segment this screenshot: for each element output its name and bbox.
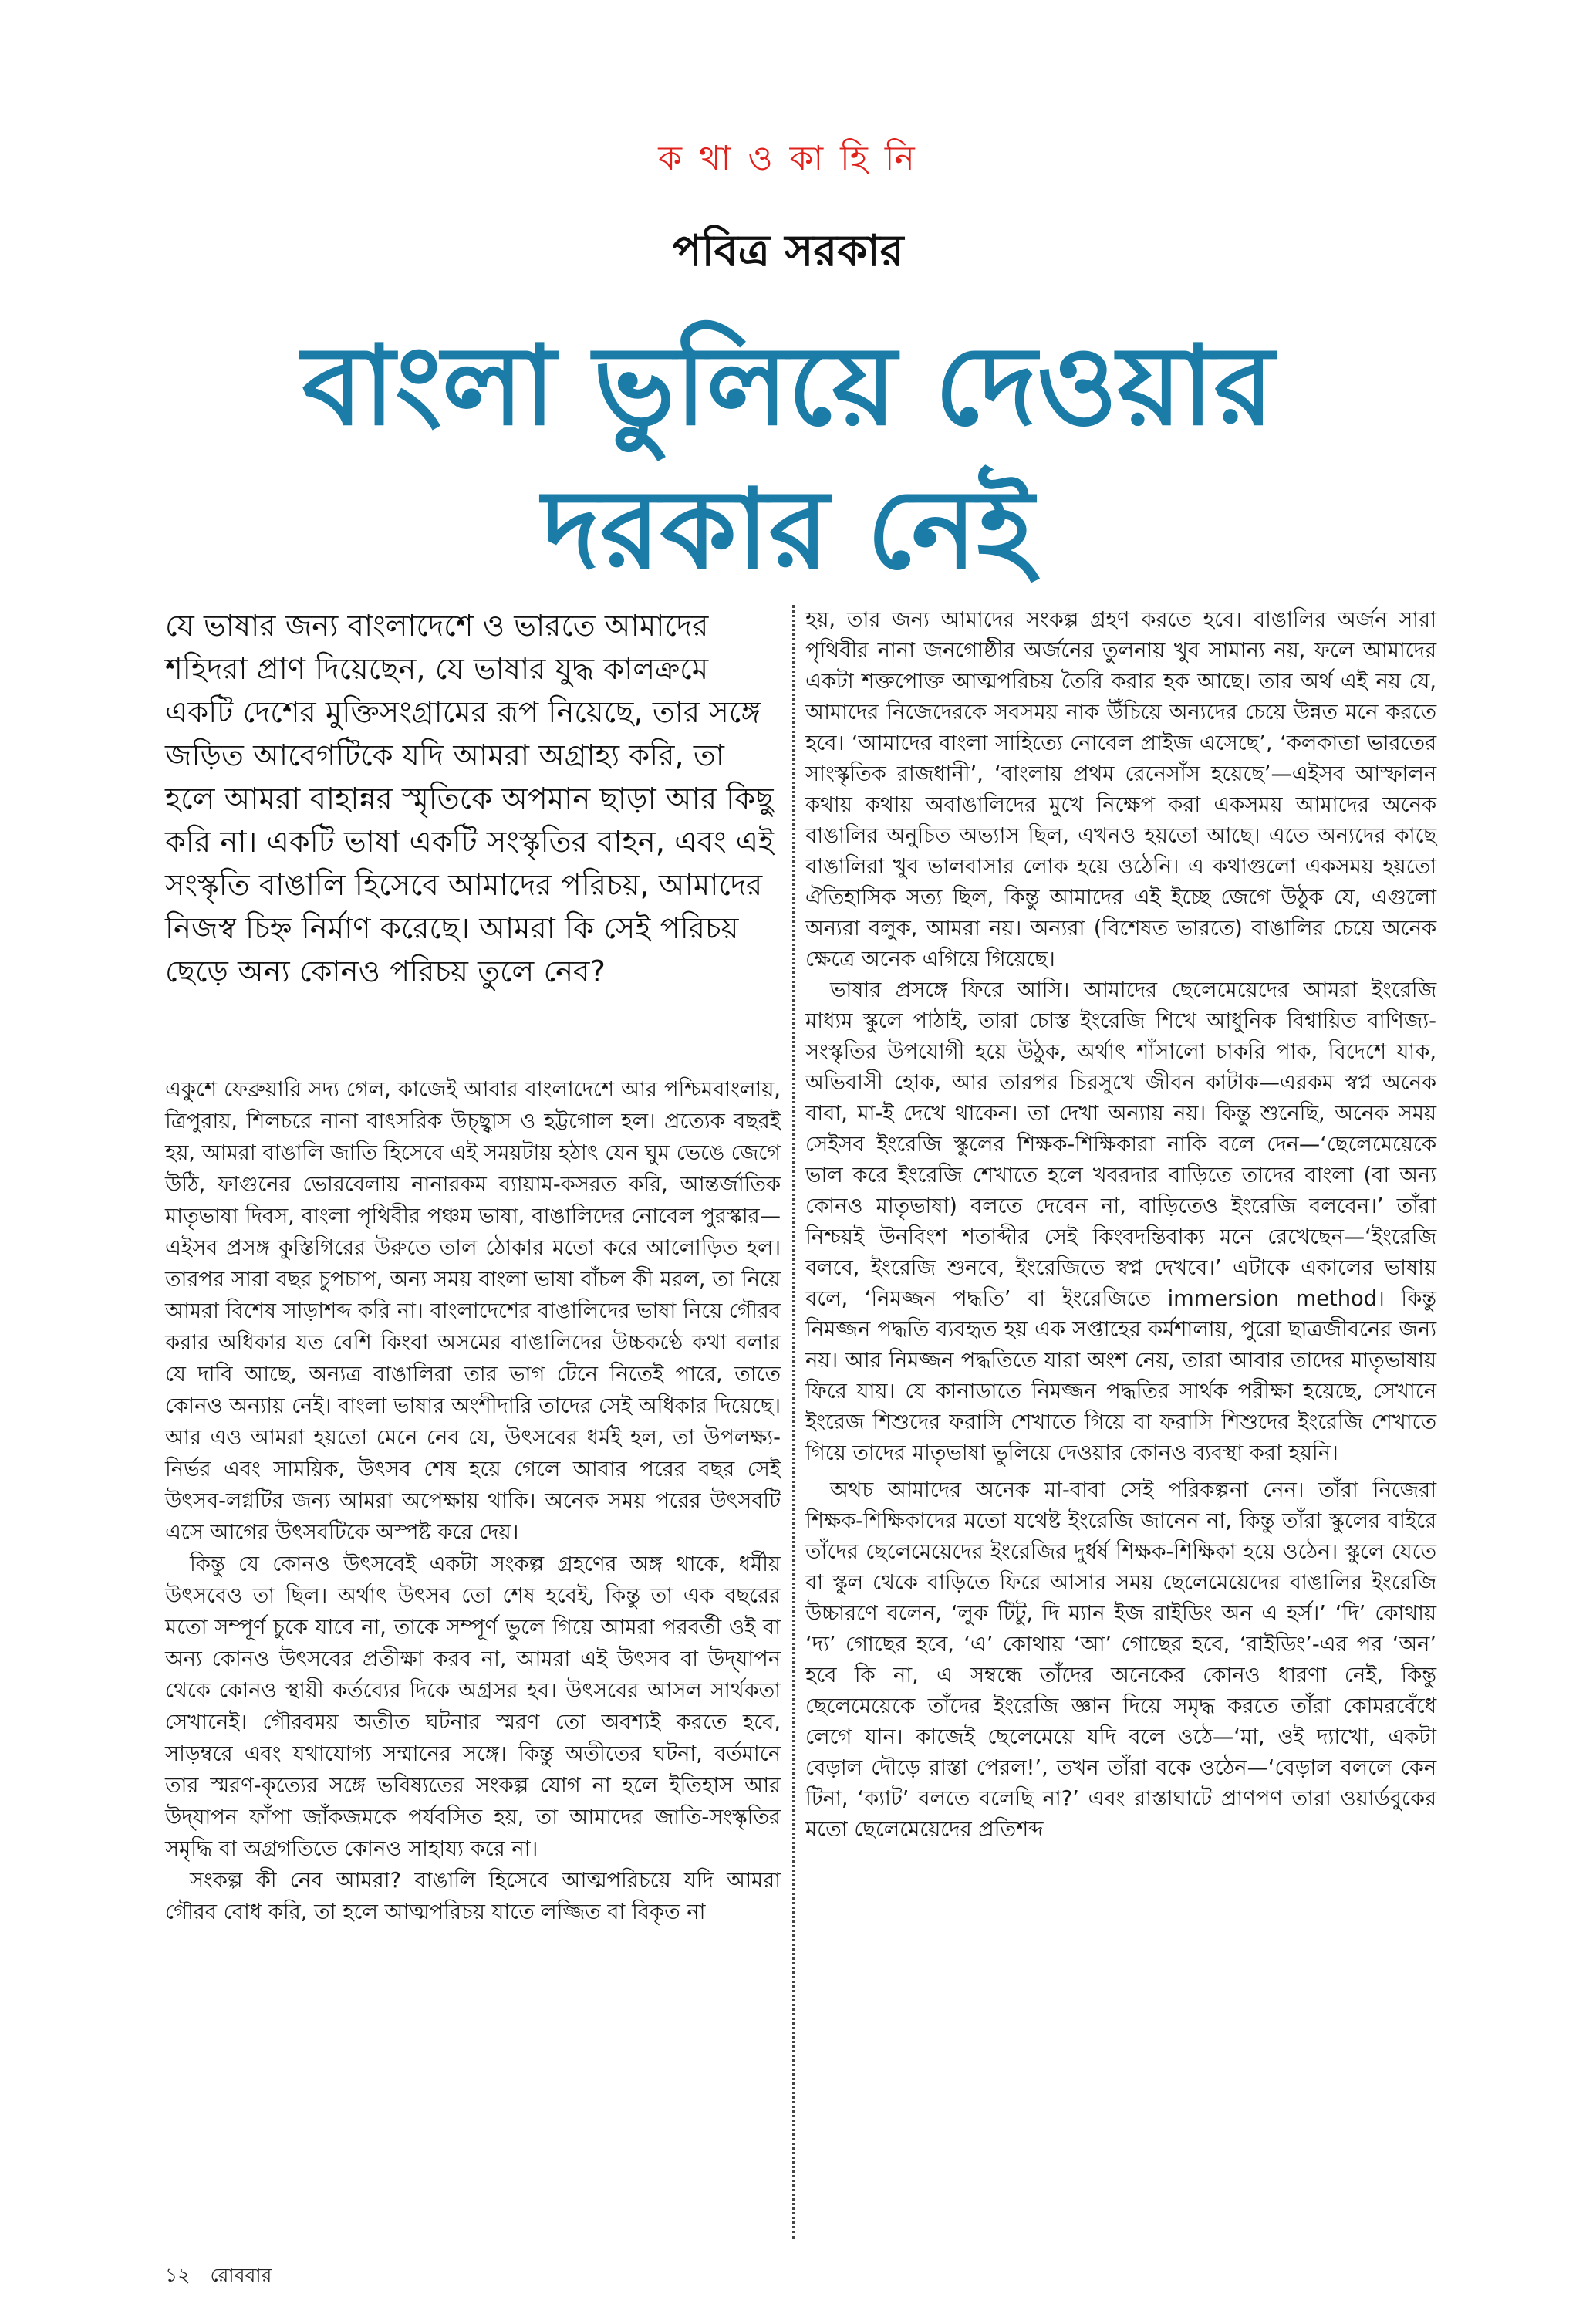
page-footer [165,2260,272,2293]
left-column [165,605,781,2239]
publication-name: রোববার [210,2264,272,2286]
headline [0,315,1576,602]
page-number: ১২ [165,2264,191,2286]
body-paragraph: অথচ আমাদের অনেক মা-বাবা সেই পরিকল্পনা নেন। তাঁরা নিজেরা শিক্ষক-শিক্ষিকাদের মতো যথেষ্ট ইংরেজি জানেন না, কিন্তু তাঁরা স্কুলের বাইরে তাঁদের ছেলেমেয়েদের ইংরেজির দুর্ধর্ষ শিক্ষক-শিক্ষিকা হয়ে ওঠেন। স্কুলে যেতে বা স্কুল থেকে বাড়িতে ফিরে আসার সময় ছেলেমেয়েদের বাঙালির ইংরেজি উচ্চারণে বলেন, ‘লুক টিটু, দি ম্যান ইজ রাইডিং অন এ হর্স।’ ‘দি’ কোথায় ‘দ্য’ গোছের হবে, ‘এ’ কোথায় ‘আ’ গোছের হবে, ‘রাইডিং’-এর পর ‘অন’ হবে কি না, এ সম্বন্ধে তাঁদের অনেকের কোনও ধারণা নেই, কিন্তু ছেলেমেয়েকে তাঁদের ইংরেজি জ্ঞান দিয়ে সমৃদ্ধ করতে তাঁরা কোমরবেঁধে লেগে যান। কাজেই ছেলেমেয়ে যদি বলে ওঠে—‘মা, ওই দ্যাখো, একটা বেড়াল দৌড়ে রাস্তা পেরল!’, তখন তাঁরা বকে ওঠেন—‘বেড়াল বললে কেন টিনা, ‘ক্যাট’ বলতে বলেছি না?’ এবং রাস্তাঘাটে প্রাণপণ তারা ওয়ার্ডবুকের মতো ছেলেমেয়েদের প্রতিশব্দ [805,1478,1436,1842]
headline-line-2: দরকার নেই [542,466,1034,593]
right-column [805,605,1436,2239]
standfirst: যে ভাষার জন্য বাংলাদেশে ও ভারতে আমাদের শহিদরা প্রাণ দিয়েছেন, যে ভাষার যুদ্ধ কালক্রমে একটি দেশের মুক্তিসংগ্রামের রূপ নিয়েছে, তার সঙ্গে জড়িত আবেগটিকে যদি আমরা অগ্রাহ্য করি, তা হলে আমরা বাহান্নর স্মৃতিকে অপমান ছাড়া আর কিছু করি না। একটি ভাষা একটি সংস্কৃতির বাহন, এবং এই সংস্কৃতি বাঙালি হিসেবে আমাদের পরিচয়, আমাদের নিজস্ব চিহ্ন নির্মাণ করেছে। আমরা কি সেই পরিচয় ছেড়ে অন্য কোনও পরিচয় তুলে নেব? [165,609,775,989]
author-name: পবিত্র সরকার [672,226,904,276]
body-paragraph: একুশে ফেব্রুয়ারি সদ্য গেল, কাজেই আবার বাংলাদেশে আর পশ্চিমবাংলায়, ত্রিপুরায়, শিলচরে নানা বাৎসরিক উচ্ছ্বাস ও হট্টগোল হল। প্রত্যেক বছরই হয়, আমরা বাঙালি জাতি হিসেবে এই সময়টায় হঠাৎ যেন ঘুম ভেঙে জেগে উঠি, ফাগুনের ভোরবেলায় নানারকম ব্যায়াম-কসরত করি, আন্তর্জাতিক মাতৃভাষা দিবস, বাংলা পৃথিবীর পঞ্চম ভাষা, বাঙালিদের নোবেল পুরস্কার—এইসব প্রসঙ্গ কুস্তিগিরের উরুতে তাল ঠোকার মতো করে আলোড়িত হল। তারপর সারা বছর চুপচাপ, অন্য সময় বাংলা ভাষা বাঁচল কী মরল, তা নিয়ে আমরা বিশেষ সাড়াশব্দ করি না। বাংলাদেশের বাঙালিদের ভাষা নিয়ে গৌরব করার অধিকার যত বেশি কিংবা অসমের বাঙালিদের উচ্চকণ্ঠে কথা বলার যে দাবি আছে, অন্যত্র বাঙালিরা তার ভাগ টেনে নিতেই পারে, তাতে কোনও অন্যায় নেই। বাংলা ভাষার অংশীদারি তাদের সেই অধিকার দিয়েছে। আর এও আমরা হয়তো মেনে নেব যে, উৎসবের ধর্মই হল, তা উপলক্ষ্য-নির্ভর এবং সাময়িক, উৎসব শেষ হয়ে গেলে আবার পরের বছর সেই উৎসব-লগ্নটির জন্য আমরা অপেক্ষায় থাকি। অনেক সময় পরের উৎসবটি এসে আগের উৎসবটিকে অস্পষ্ট করে দেয়। [165,1078,781,1545]
body-paragraph: ভাষার প্রসঙ্গে ফিরে আসি। আমাদের ছেলেমেয়েদের আমরা ইংরেজি মাধ্যম স্কুলে পাঠাই, তারা চোস্ত ইংরেজি শিখে আধুনিক বিশ্বায়িত বাণিজ্য-সংস্কৃতির উপযোগী হয়ে উঠুক, অর্থাৎ শাঁসালো চাকরি পাক, বিদেশে যাক, অভিবাসী হোক, আর তারপর চিরসুখে জীবন কাটাক—এরকম স্বপ্ন অনেক বাবা, মা-ই দেখে থাকেন। তা দেখা অন্যায় নয়। কিন্তু শুনেছি, অনেক সময় সেইসব ইংরেজি স্কুলের শিক্ষক-শিক্ষিকারা নাকি বলে দেন—‘ছেলেমেয়েকে ভাল করে ইংরেজি শেখাতে হলে খবরদার বাড়িতে তাদের বাংলা (বা অন্য কোনও মাতৃভাষা) বলতে দেবেন না, বাড়িতেও ইংরেজি বলবেন।’ তাঁরা নিশ্চয়ই উনবিংশ শতাব্দীর সেই কিংবদন্তিবাক্য মনে রেখেছেন—‘ইংরেজি বলবে, ইংরেজি শুনবে, ইংরেজিতে স্বপ্ন দেখবে।’ এটাকে একালের ভাষায় বলে, ‘নিমজ্জন পদ্ধতি’ বা ইংরেজিতে immersion method। কিন্তু নিমজ্জন পদ্ধতি ব্যবহৃত হয় এক সপ্তাহের কর্মশালায়, পুরো ছাত্রজীবনের জন্য নয়। আর নিমজ্জন পদ্ধতিতে যারা অংশ নেয়, তারা আবার তাদের মাতৃভাষায় ফিরে যায়। যে কানাডাতে নিমজ্জন পদ্ধতির সার্থক পরীক্ষা হয়েছে, সেখানে ইংরেজ শিশুদের ফরাসি শেখাতে গিয়ে বা ফরাসি শিশুদের ইংরেজি শেখাতে গিয়ে তাদের মাতৃভাষা ভুলিয়ে দেওয়ার কোনও ব্যবস্থা করা হয়নি। [805,978,1436,1465]
section-label: ক থা ও কা হি নি [658,139,918,178]
left-body [165,1074,781,1928]
body-paragraph: কিন্তু যে কোনও উৎসবেই একটা সংকল্প গ্রহণের অঙ্গ থাকে, ধর্মীয় উৎসবেও তা ছিল। অর্থাৎ উৎসব তো শেষ হবেই, কিন্তু তা এক বছরের মতো সম্পূর্ণ চুকে যাবে না, তাকে সম্পূর্ণ ভুলে গিয়ে আমরা পরবর্তী ওই বা অন্য কোনও উৎসবের প্রতীক্ষা করব না, আমরা এই উৎসব বা উদ্‌যাপন থেকে কোনও স্থায়ী কর্তব্যের দিকে অগ্রসর হব। উৎসবের আসল সার্থকতা সেখানেই। গৌরবময় অতীত ঘটনার স্মরণ তো অবশ্যই করতে হবে, সাড়ম্বরে এবং যথাযোগ্য সম্মানের সঙ্গে। কিন্তু অতীতের ঘটনা, বর্তমানে তার স্মরণ-কৃত্যের সঙ্গে ভবিষ্যতের সংকল্প যোগ না হলে ইতিহাস আর উদ্‌যাপন ফাঁপা জাঁকজমকে পর্যবসিত হয়, তা আমাদের জাতি-সংস্কৃতির সমৃদ্ধি বা অগ্রগতিতে কোনও সাহায্য করে না। [165,1552,781,1861]
column-divider [792,605,795,2239]
body-paragraph: হয়, তার জন্য আমাদের সংকল্প গ্রহণ করতে হবে। বাঙালির অর্জন সারা পৃথিবীর নানা জনগোষ্ঠীর অর্জনের তুলনায় খুব সামান্য নয়, ফলে আমাদের একটা শক্তপোক্ত আত্মপরিচয় তৈরি করার হক আছে। তার অর্থ এই নয় যে, আমাদের নিজেদেরকে সবসময় নাক উঁচিয়ে অন্যদের চেয়ে উন্নত মনে করতে হবে। ‘আমাদের বাংলা সাহিত্যে নোবেল প্রাইজ এসেছে’, ‘কলকাতা ভারতের সাংস্কৃতিক রাজধানী’, ‘বাংলায় প্রথম রেনেসাঁস হয়েছে’—এইসব আস্ফালন কথায় কথায় অবাঙালিদের মুখে নিক্ষেপ করা একসময় আমাদের অনেক বাঙালির অনুচিত অভ্যাস ছিল, এখনও হয়তো আছে। এতে অন্যদের কাছে বাঙালিরা খুব ভালবাসার লোক হয়ে ওঠেনি। এ কথাগুলো একসময় হয়তো ঐতিহাসিক সত্য ছিল, কিন্তু আমাদের এই ইচ্ছে জেগে উঠুক যে, এগুলো অন্যরা বলুক, আমরা নয়। অন্যরা (বিশেষত ভারতে) বাঙালির চেয়ে অনেক ক্ষেত্রে অনেক এগিয়ে গিয়েছে। [805,608,1436,971]
body-paragraph: সংকল্প কী নেব আমরা? বাঙালি হিসেবে আত্মপরিচয়ে যদি আমরা গৌরব বোধ করি, তা হলে আত্মপরিচয় যাতে লজ্জিত বা বিকৃত না [165,1869,781,1924]
headline-line-1: বাংলা ভুলিয়ে দেওয়ার [302,323,1274,450]
